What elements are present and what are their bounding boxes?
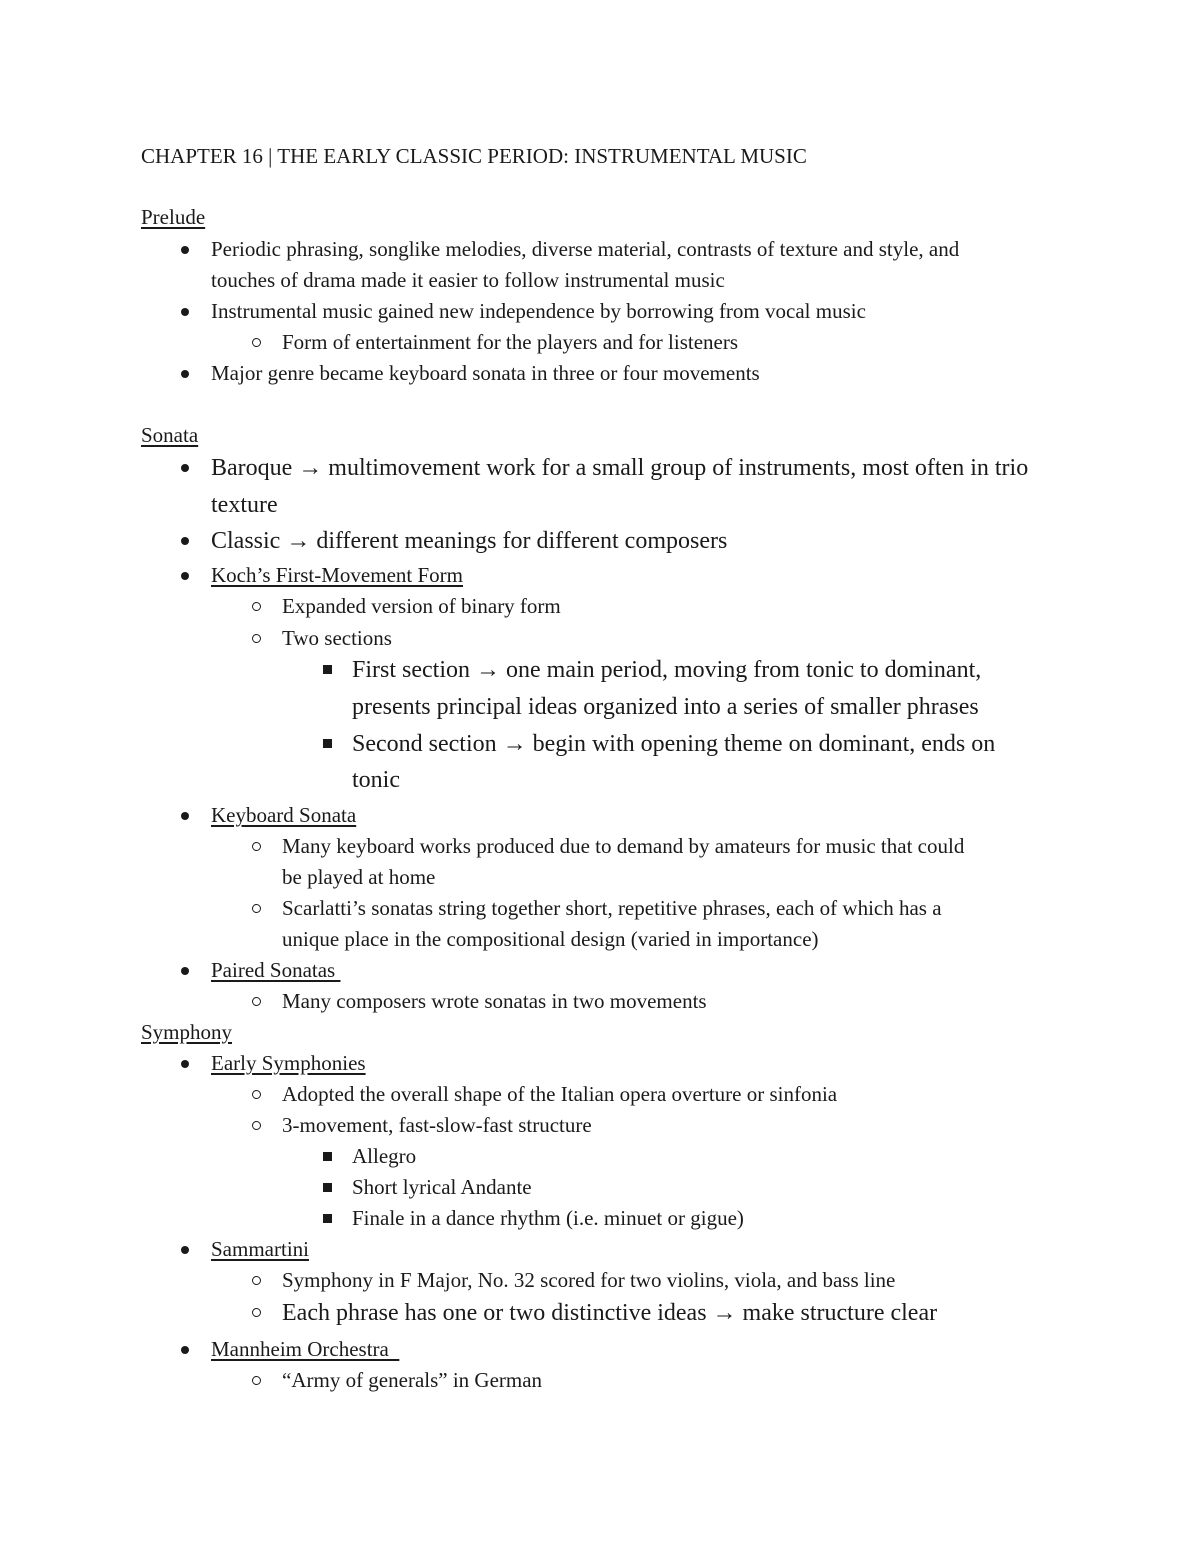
subheading-paired-sonatas: Paired Sonatas: [211, 958, 341, 982]
bullet-disc-icon: [175, 955, 195, 986]
list-item: Many composers wrote sonatas in two movements: [282, 989, 707, 1013]
bullet-circle-icon: [246, 327, 266, 358]
list-item: Adopted the overall shape of the Italian opera overture or sinfonia: [282, 1082, 838, 1106]
bullet-square-icon: [317, 1203, 337, 1234]
list-item: Instrumental music gained new independence by borrowing from vocal music: [211, 299, 866, 323]
bullet-circle-icon: [246, 1265, 266, 1296]
subheading-sammartini: Sammartini: [211, 1237, 309, 1261]
list-item: “Army of generals” in German: [282, 1368, 543, 1392]
bullet-circle-icon: [246, 986, 266, 1017]
bullet-disc-icon: [175, 358, 195, 389]
bullet-disc-icon: [175, 1048, 195, 1079]
bullet-disc-icon: [175, 1234, 195, 1265]
bullet-disc-icon: [175, 560, 195, 591]
subheading-mannheim-orchestra: Mannheim Orchestra: [211, 1337, 400, 1361]
list-item: Short lyrical Andante: [352, 1175, 532, 1199]
bullet-disc-icon: [175, 450, 195, 486]
bullet-disc-icon: [175, 523, 195, 559]
bullet-square-icon: [317, 652, 337, 688]
list-item-continuation: texture: [211, 492, 278, 518]
list-item: Form of entertainment for the players and for listeners: [282, 330, 739, 354]
bullet-circle-icon: [246, 1295, 266, 1331]
bullet-disc-icon: [175, 296, 195, 327]
bullet-square-icon: [317, 1141, 337, 1172]
bullet-circle-icon: [246, 623, 266, 654]
subheading-koch: Koch’s First-Movement Form: [211, 563, 463, 587]
list-item: Two sections: [282, 626, 392, 650]
bullet-circle-icon: [246, 893, 266, 924]
bullet-circle-icon: [246, 591, 266, 622]
section-heading-symphony: Symphony: [141, 1020, 233, 1044]
section-heading-sonata: Sonata: [141, 423, 199, 447]
bullet-circle-icon: [246, 1365, 266, 1396]
list-item: Second section → begin with opening theme on dominant, ends on: [352, 731, 996, 757]
list-item: Many keyboard works produced due to demand by amateurs for music that could: [282, 834, 965, 858]
list-item: Scarlatti’s sonatas string together short, repetitive phrases, each of which has a: [282, 896, 942, 920]
bullet-disc-icon: [175, 800, 195, 831]
list-item: Periodic phrasing, songlike melodies, diverse material, contrasts of texture and style, and: [211, 237, 960, 261]
list-item: Expanded version of binary form: [282, 594, 561, 618]
bullet-square-icon: [317, 726, 337, 762]
list-item: Baroque → multimovement work for a small group of instruments, most often in trio: [211, 455, 1029, 481]
list-item-continuation: unique place in the compositional design (varied in importance): [282, 927, 819, 951]
bullet-circle-icon: [246, 1110, 266, 1141]
list-item-continuation: presents principal ideas organized into a series of smaller phrases: [352, 694, 979, 720]
bullet-circle-icon: [246, 831, 266, 862]
list-item-continuation: tonic: [352, 767, 400, 793]
section-heading-prelude: Prelude: [141, 205, 206, 229]
list-item-continuation: be played at home: [282, 865, 436, 889]
list-item: Finale in a dance rhythm (i.e. minuet or gigue): [352, 1206, 744, 1230]
list-item: Each phrase has one or two distinctive ideas → make structure clear: [282, 1300, 938, 1326]
bullet-square-icon: [317, 1172, 337, 1203]
subheading-early-symphonies: Early Symphonies: [211, 1051, 366, 1075]
list-item: Classic → different meanings for different composers: [211, 528, 728, 554]
subheading-keyboard-sonata: Keyboard Sonata: [211, 803, 357, 827]
list-item: Symphony in F Major, No. 32 scored for two violins, viola, and bass line: [282, 1268, 896, 1292]
list-item: Major genre became keyboard sonata in three or four movements: [211, 361, 760, 385]
list-item-continuation: touches of drama made it easier to follow instrumental music: [211, 268, 725, 292]
list-item: 3-movement, fast-slow-fast structure: [282, 1113, 592, 1137]
bullet-disc-icon: [175, 234, 195, 265]
bullet-disc-icon: [175, 1334, 195, 1365]
bullet-circle-icon: [246, 1079, 266, 1110]
list-item: First section → one main period, moving from tonic to dominant,: [352, 657, 982, 683]
page-title: CHAPTER 16 | THE EARLY CLASSIC PERIOD: INSTRUMENTAL MUSIC: [141, 144, 807, 168]
list-item: Allegro: [352, 1144, 417, 1168]
